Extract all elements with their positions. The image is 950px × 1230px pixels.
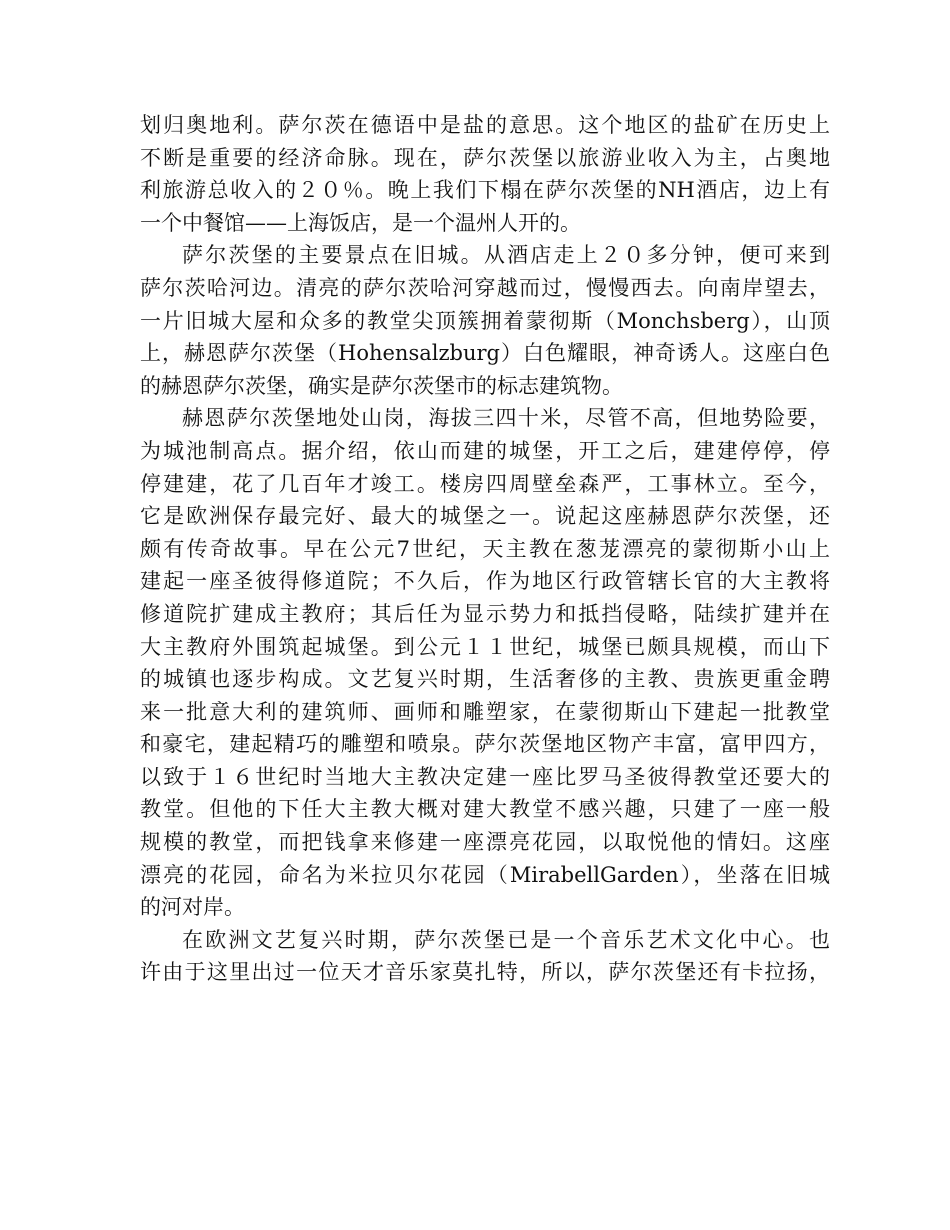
text-line: 以致于１６世纪时当地大主教决定建一座比罗马圣彼得教堂还要大的	[140, 764, 830, 789]
document-body	[140, 109, 830, 989]
text-line: 萨尔茨堡的主要景点在旧城。从酒店走上２０多分钟，便可来到	[182, 243, 830, 268]
text-line: 规模的教堂，而把钱拿来修建一座漂亮花园，以取悦他的情妇。这座	[140, 830, 830, 855]
text-line: 不断是重要的经济命脉。现在，萨尔茨堡以旅游业收入为主，占奥地	[140, 145, 830, 170]
text-line: 的河对岸。	[140, 895, 245, 920]
text-line: 修道院扩建成主教府；其后任为显示势力和抵挡侵略，陆续扩建并在	[140, 601, 830, 626]
text-line: 漂亮的花园，命名为米拉贝尔花园（MirabellGarden），坐落在旧城	[140, 862, 830, 887]
text-line: 划归奥地利。萨尔茨在德语中是盐的意思。这个地区的盐矿在历史上	[140, 113, 830, 137]
paragraph-1	[140, 109, 830, 239]
paragraph-4	[140, 924, 830, 989]
text-line: 许由于这里出过一位天才音乐家莫扎特，所以，萨尔茨堡还有卡拉扬，	[140, 960, 830, 985]
text-line: 它是欧洲保存最完好、最大的城堡之一。说起这座赫恩萨尔茨堡，还	[140, 504, 830, 529]
text-line: 一片旧城大屋和众多的教堂尖顶簇拥着蒙彻斯（Monchsberg），山顶	[140, 308, 830, 333]
text-line: 停建建，花了几百年才竣工。楼房四周壁垒森严，工事林立。至今，	[140, 471, 830, 496]
text-line: 上，赫恩萨尔茨堡（Hohensalzburg）白色耀眼，神奇诱人。这座白色	[140, 341, 830, 366]
paragraph-3	[140, 402, 830, 924]
text-line: 教堂。但他的下任大主教大概对建大教堂不感兴趣，只建了一座一般	[140, 797, 830, 822]
text-line: 利旅游总收入的２０％。晚上我们下榻在萨尔茨堡的NH酒店，边上有	[140, 178, 830, 203]
text-line: 一个中餐馆——上海饭店，是一个温州人开的。	[140, 210, 581, 235]
text-line: 建起一座圣彼得修道院；不久后，作为地区行政管辖长官的大主教将	[140, 569, 830, 594]
text-line: 和豪宅，建起精巧的雕塑和喷泉。萨尔茨堡地区物产丰富，富甲四方，	[140, 732, 830, 757]
text-line: 赫恩萨尔茨堡地处山岗，海拔三四十米，尽管不高，但地势险要，	[182, 406, 830, 431]
text-line: 萨尔茨哈河边。清亮的萨尔茨哈河穿越而过，慢慢西去。向南岸望去，	[140, 275, 830, 300]
text-line: 颇有传奇故事。早在公元7世纪，天主教在葱茏漂亮的蒙彻斯小山上	[140, 536, 830, 561]
text-line: 的城镇也逐步构成。文艺复兴时期，生活奢侈的主教、贵族更重金聘	[140, 667, 830, 692]
text-line: 在欧洲文艺复兴时期，萨尔茨堡已是一个音乐艺术文化中心。也	[182, 927, 830, 952]
text-line: 为城池制高点。据介绍，依山而建的城堡，开工之后，建建停停，停	[140, 438, 830, 463]
text-line: 来一批意大利的建筑师、画师和雕塑家，在蒙彻斯山下建起一批教堂	[140, 699, 830, 724]
text-line: 的赫恩萨尔茨堡，确实是萨尔茨堡市的标志建筑物。	[140, 373, 623, 398]
paragraph-2	[140, 239, 830, 402]
text-line: 大主教府外围筑起城堡。到公元１１世纪，城堡已颇具规模，而山下	[140, 634, 830, 659]
